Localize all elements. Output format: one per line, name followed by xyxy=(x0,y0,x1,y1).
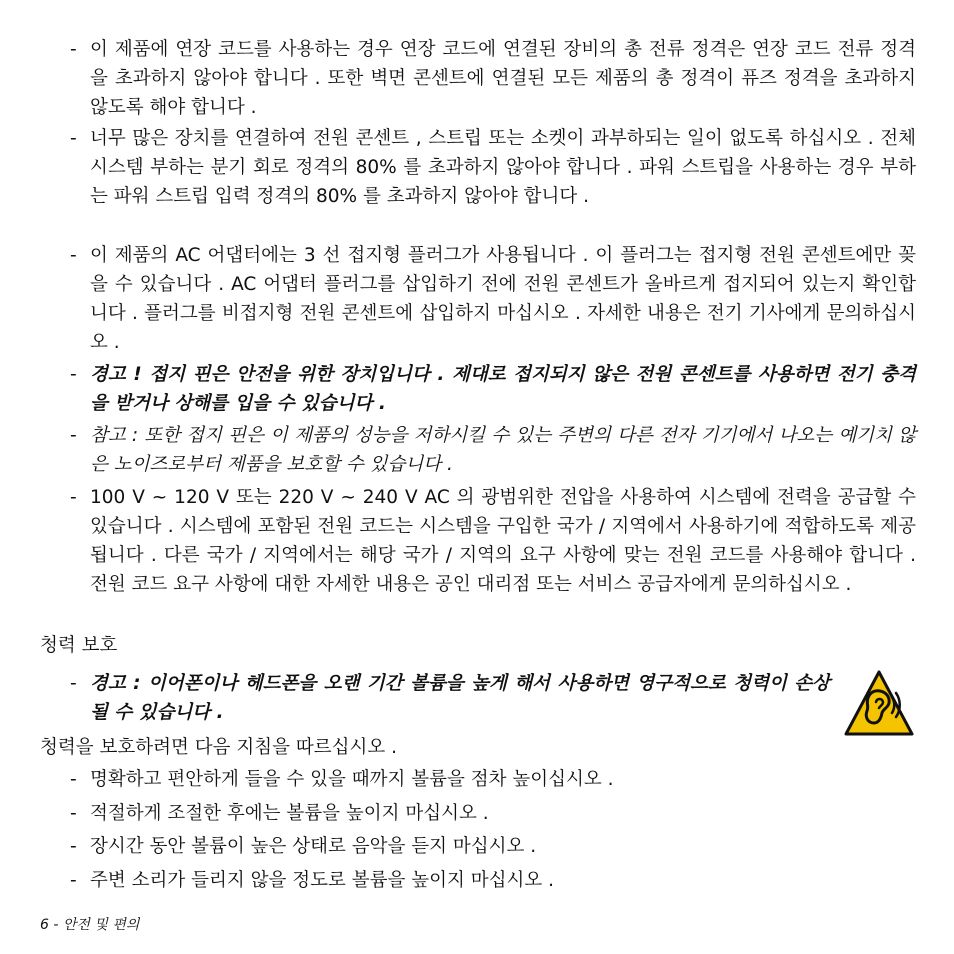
bullet-dash: - xyxy=(70,487,77,508)
bullet-dash: - xyxy=(70,39,77,60)
list-item xyxy=(70,799,916,828)
list-item-text: 장시간 동안 볼륨이 높은 상태로 음악을 듣지 마십시오 . xyxy=(90,836,537,857)
note-item xyxy=(70,421,916,479)
warning-item xyxy=(70,360,916,418)
list-item-text: 명확하고 편안하게 들을 수 있을 때까지 볼륨을 점차 높이십시오 . xyxy=(90,769,614,790)
bullet-dash: - xyxy=(70,128,77,149)
bullet-dash: - xyxy=(70,425,77,446)
list-item xyxy=(70,832,916,861)
list-item xyxy=(70,35,916,122)
hearing-warning-item xyxy=(70,669,830,727)
bullet-dash: - xyxy=(70,803,77,824)
bullet-dash: - xyxy=(70,769,77,790)
list-item-text: 주변 소리가 들리지 않을 정도로 볼륨을 높이지 마십시오 . xyxy=(90,870,554,891)
list-item xyxy=(70,483,916,599)
warning-text: 경고 : 이어폰이나 헤드폰을 오랜 기간 볼륨을 높게 해서 사용하면 영구적으로 청력이 손상될 수 있습니다 . xyxy=(90,673,830,723)
list-item-text: 너무 많은 장치를 연결하여 전원 콘센트 , 스트립 또는 소켓이 과부하되는 일이 없도록 하십시오 . 전체 시스템 부하는 분기 회로 정격의 80% 를 초과하지 않아야 합니다 . 파워 스트립을 사용하는 경우 부하는 파워 스트립 입력 정격의 80% 를 초과하지 않아야 합니다 . xyxy=(90,128,916,207)
list-item-text: 이 제품에 연장 코드를 사용하는 경우 연장 코드에 연결된 장비의 총 전류 정격은 연장 코드 전류 정격을 초과하지 않아야 합니다 . 또한 벽면 콘센트에 연결된 모든 제품의 총 정격이 퓨즈 정격을 초과하지 않도록 해야 합니다 . xyxy=(90,39,916,118)
list-item xyxy=(70,765,916,794)
warning-text: 경고 ! 접지 핀은 안전을 위한 장치입니다 . 제대로 접지되지 않은 전원 콘센트를 사용하면 전기 충격을 받거나 상해를 입을 수 있습니다 . xyxy=(90,364,916,414)
list-item xyxy=(70,241,916,357)
list-item-text: 이 제품의 AC 어댑터에는 3 선 접지형 플러그가 사용됩니다 . 이 플러그는 접지형 전원 콘센트에만 꽂을 수 있습니다 . AC 어댑터 플러그를 삽입하기 전에 전원 콘센트가 올바르게 접지되어 있는지 확인합니다 . 플러그를 비접지형 전원 콘센트에 삽입하지 마십시오 . 자세한 내용은 전기 기사에게 문의하십시오 . xyxy=(90,245,916,353)
list-item xyxy=(70,866,916,895)
section-heading: 청력 보호 xyxy=(40,635,118,656)
page-footer: 6 - 안전 및 편의 xyxy=(40,917,140,933)
list-item-text: 100 V ~ 120 V 또는 220 V ~ 240 V AC 의 광범위한 전압을 사용하여 시스템에 전력을 공급할 수 있습니다 . 시스템에 포함된 전원 코드는 시스템을 구입한 국가 / 지역에서 사용하기에 적합하도록 제공됩니다 . 다른 국가 / 지역에서는 해당 국가 / 지역의 요구 사항에 맞는 전원 코드를 사용해야 합니다 . 전원 코드 요구 사항에 대한 자세한 내용은 공인 대리점 또는 서비스 공급자에게 문의하십시오 . xyxy=(90,487,916,595)
hearing-warning-icon xyxy=(843,669,915,737)
intro-text: 청력을 보호하려면 다음 지침을 따르십시오 . xyxy=(40,737,397,758)
bullet-dash: - xyxy=(70,364,77,385)
bullet-dash: - xyxy=(70,673,77,694)
bullet-dash: - xyxy=(70,836,77,857)
list-item xyxy=(70,124,916,211)
bullet-dash: - xyxy=(70,870,77,891)
note-text: 참고 : 또한 접지 핀은 이 제품의 성능을 저하시킬 수 있는 주변의 다른 전자 기기에서 나오는 예기치 않은 노이즈로부터 제품을 보호할 수 있습니다 . xyxy=(90,425,916,475)
list-item-text: 적절하게 조절한 후에는 볼륨을 높이지 마십시오 . xyxy=(90,803,489,824)
bullet-dash: - xyxy=(70,245,77,266)
